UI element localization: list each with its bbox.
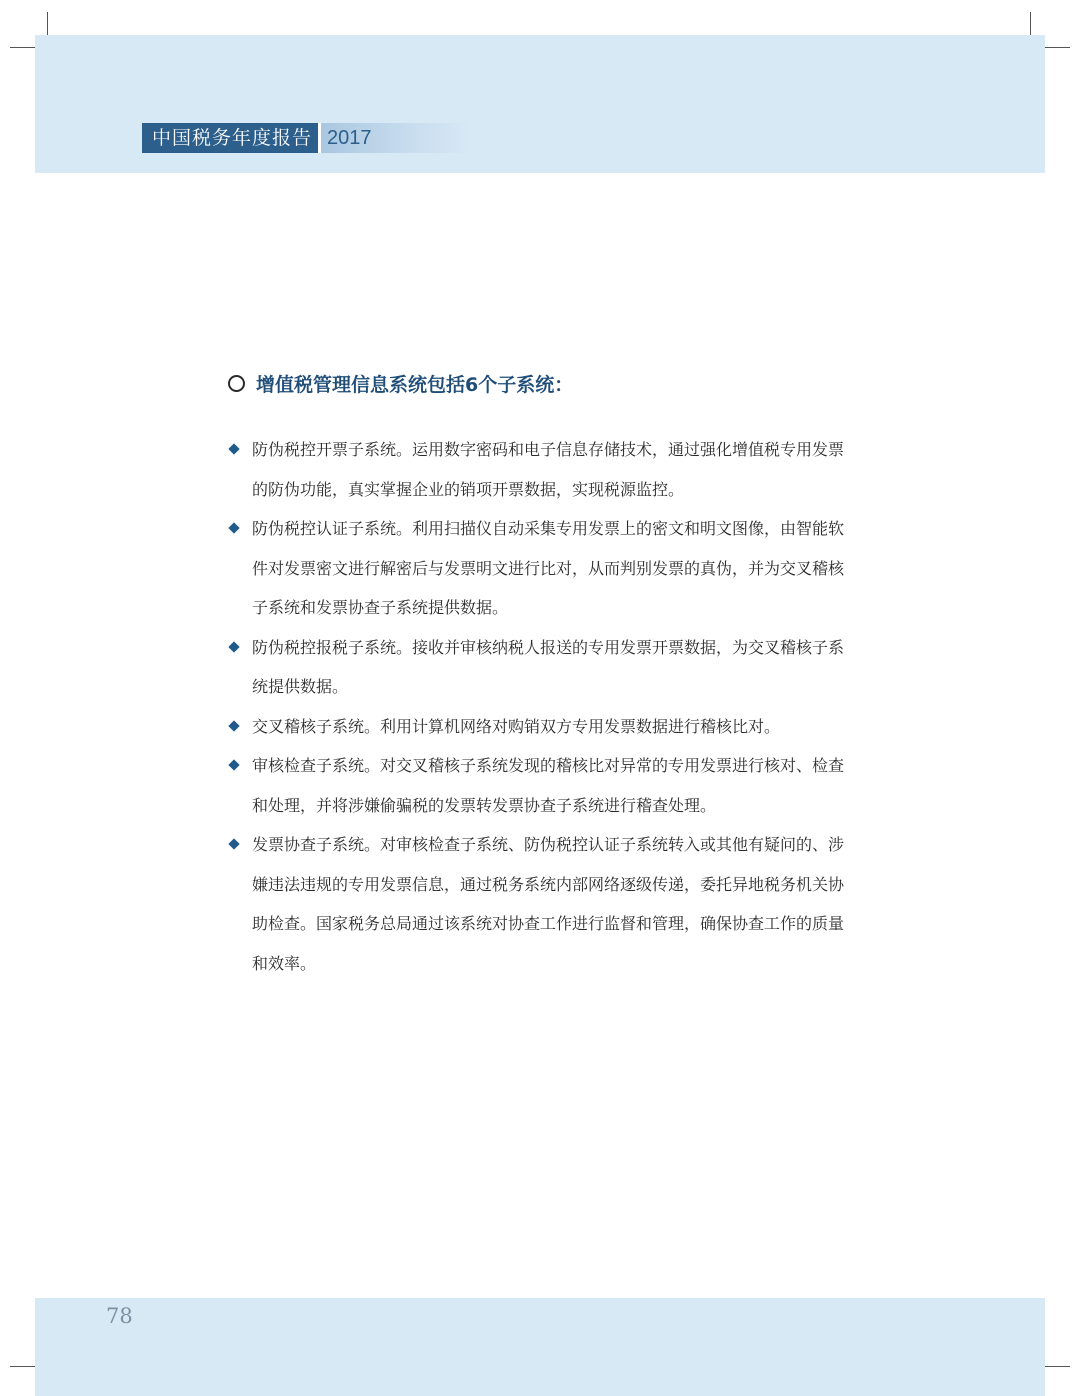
diamond-bullet-icon [228,443,239,454]
list-item [228,746,848,825]
report-year: 2017 [321,123,472,153]
list-item-text: 审核检查子系统。对交叉稽核子系统发现的稽核比对异常的专用发票进行核对、检查和处理，并将涉嫌偷骗税的发票转发票协查子系统进行稽查处理。 [252,756,845,815]
list-item [228,430,848,509]
section-heading [228,370,848,397]
subsystem-list [228,430,848,983]
list-item [228,707,848,747]
page-number: 78 [106,1304,133,1328]
section-heading-text: 增值税管理信息系统包括6个子系统： [256,374,574,396]
list-item-text: 交叉稽核子系统。利用计算机网络对购销双方专用发票数据进行稽核比对。 [252,716,781,736]
crop-mark [1042,47,1070,48]
list-item-text: 发票协查子系统。对审核检查子系统、防伪税控认证子系统转入或其他有疑问的、涉嫌违法违规的专用发票信息，通过税务系统内部网络逐级传递，委托异地税务机关协助检查。国家税务总局通过该系统对协查工作进行监督和管理，确保协查工作的质量和效率。 [252,835,845,973]
list-item-text: 防伪税控开票子系统。运用数字密码和电子信息存储技术，通过强化增值税专用发票的防伪功能，真实掌握企业的销项开票数据，实现税源监控。 [252,440,845,499]
footer-band [35,1298,1045,1396]
crop-mark [10,47,38,48]
list-item-text: 防伪税控报税子系统。接收并审核纳税人报送的专用发票开票数据，为交叉稽核子系统提供数据。 [252,637,845,696]
diamond-bullet-icon [228,641,239,652]
diamond-bullet-icon [228,759,239,770]
list-item-text: 防伪税控认证子系统。利用扫描仪自动采集专用发票上的密文和明文图像，由智能软件对发票密文进行解密后与发票明文进行比对，从而判别发票的真伪，并为交叉稽核子系统和发票协查子系统提供数据。 [252,519,845,617]
crop-mark [10,1366,38,1367]
list-item [228,509,848,628]
list-item [228,628,848,707]
list-item [228,825,848,983]
report-title: 中国税务年度报告 [142,123,318,153]
report-header [142,123,472,153]
diamond-bullet-icon [228,838,239,849]
crop-mark [1042,1366,1070,1367]
diamond-bullet-icon [228,720,239,731]
circle-icon [228,375,245,392]
diamond-bullet-icon [228,522,239,533]
